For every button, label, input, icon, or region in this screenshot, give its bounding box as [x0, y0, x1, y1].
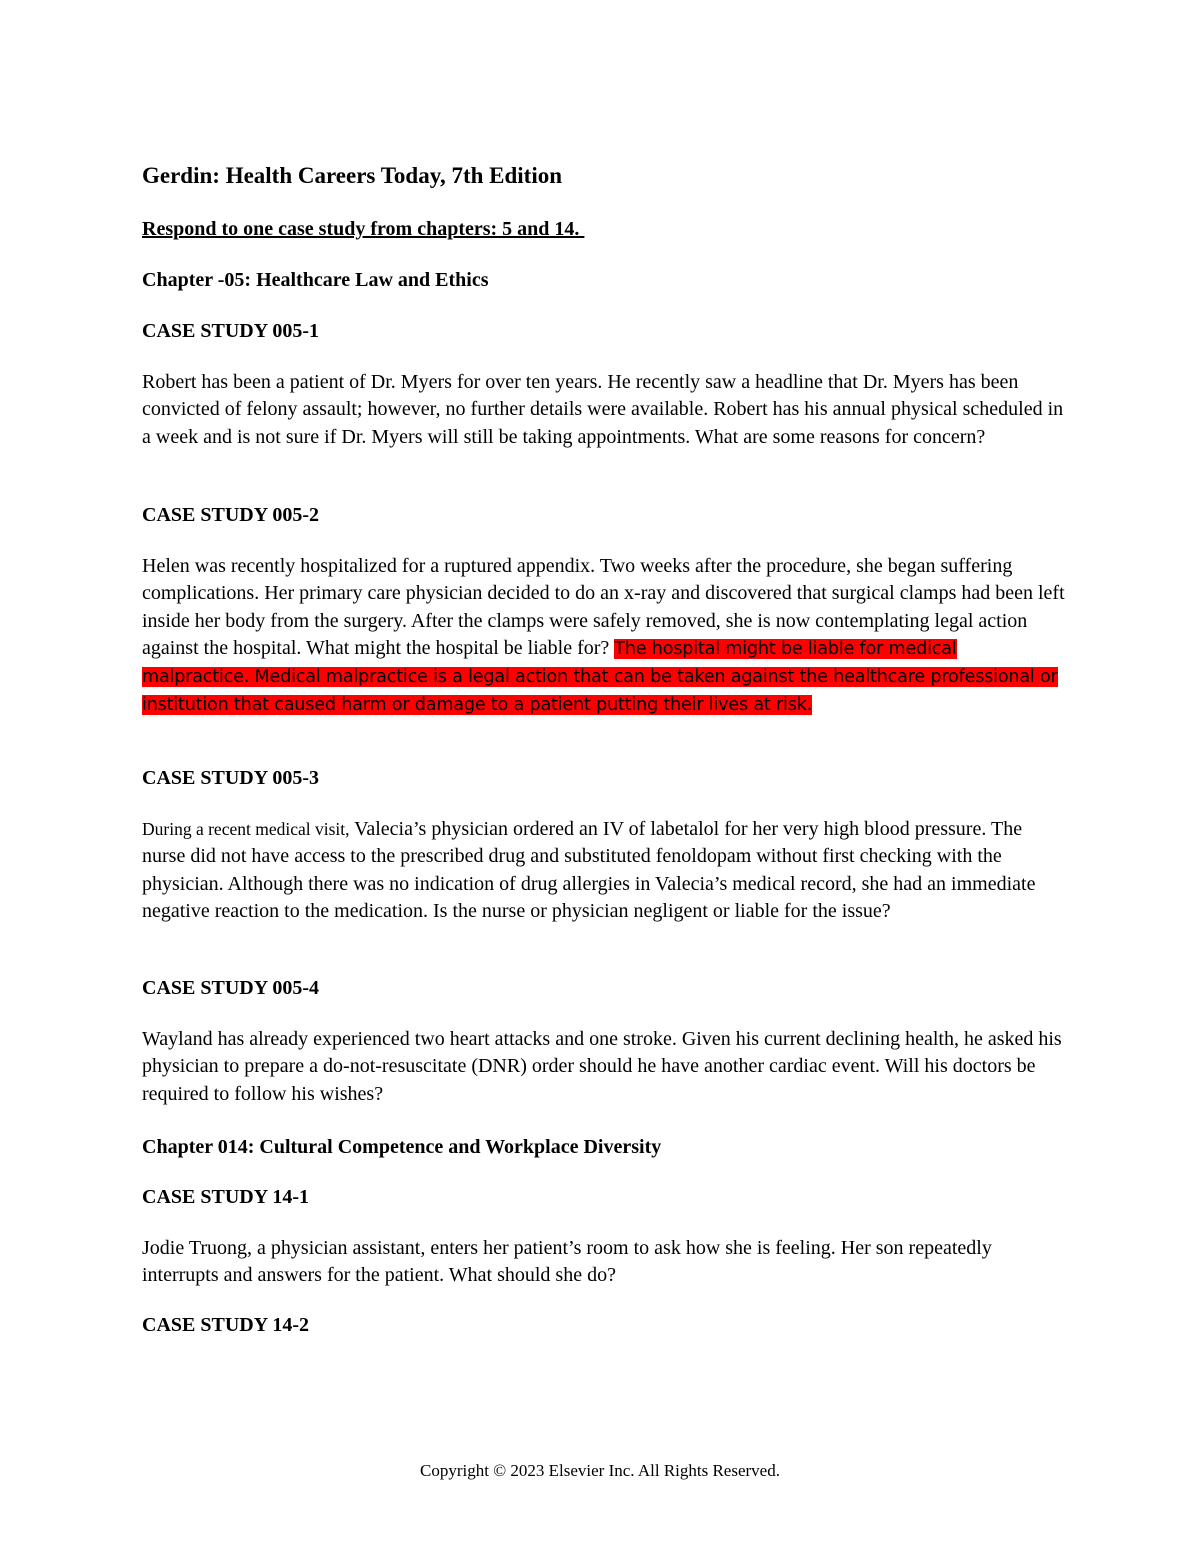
- case-study-005-3-lead: During a recent medical visit,: [142, 819, 350, 839]
- chapter-14-heading: Chapter 014: Cultural Competence and Workplace Diversity: [142, 1136, 662, 1158]
- case-study-005-4-text: Wayland has already experienced two heart attacks and one stroke. Given his current declining health, he asked his physician to prepare a do-not-resuscitate (DNR) order should he have another cardiac event. Will his doctors be required to follow his wishes?: [142, 1028, 1062, 1105]
- case-study-14-2-heading: CASE STUDY 14-2: [142, 1314, 310, 1336]
- highlighted-answer: The hospital might be liable for medical malpractice. Medical malpractice is a legal action that can be taken against the healthcare professional or institution that caused harm or damage to a patient putting their lives at risk.: [142, 638, 1058, 716]
- copyright-footer: Copyright © 2023 Elsevier Inc. All Rights Reserved.: [420, 1461, 780, 1480]
- case-study-005-3-paragraph: [142, 816, 1067, 925]
- case-study-005-2-heading: CASE STUDY 005-2: [142, 504, 320, 526]
- case-study-005-1-heading: CASE STUDY 005-1: [142, 320, 320, 342]
- case-study-005-3-text: Valecia’s physician ordered an IV of labetalol for her very high blood pressure. The nurse did not have access to the prescribed drug and substituted fenoldopam without first checking with the physician. Although there was no indication of drug allergies in Valecia’s medical record, she had an immediate negative reaction to the medication. Is the nurse or physician negligent or liable for the issue?: [142, 818, 1036, 922]
- case-study-14-1-text: Jodie Truong, a physician assistant, enters her patient’s room to ask how she is feeling. Her son repeatedly interrupts and answers for the patient. What should she do?: [142, 1237, 992, 1287]
- case-study-005-2-paragraph: [142, 553, 1067, 720]
- instruction-text: Respond to one case study from chapters: 5 and 14.: [142, 218, 585, 240]
- case-study-005-3-heading: CASE STUDY 005-3: [142, 767, 320, 789]
- case-study-005-1-text: Robert has been a patient of Dr. Myers for over ten years. He recently saw a headline that Dr. Myers has been convicted of felony assault; however, no further details were available. Robert has his annual physical scheduled in a week and is not sure if Dr. Myers will still be taking appointments. What are some reasons for concern?: [142, 371, 1064, 448]
- chapter-5-heading: Chapter -05: Healthcare Law and Ethics: [142, 269, 489, 291]
- case-study-005-2-text: Helen was recently hospitalized for a ruptured appendix. Two weeks after the procedure, she began suffering complications. Her primary care physician decided to do an x-ray and discovered that surgical clamps had been left inside her body from the surgery. After the clamps were safely removed, she is now contemplating legal action against the hospital. What might the hospital be liable for?: [142, 555, 1065, 659]
- document-title: Gerdin: Health Careers Today, 7th Edition: [142, 163, 563, 188]
- case-study-14-1-heading: CASE STUDY 14-1: [142, 1186, 310, 1208]
- case-study-005-4-heading: CASE STUDY 005-4: [142, 977, 320, 999]
